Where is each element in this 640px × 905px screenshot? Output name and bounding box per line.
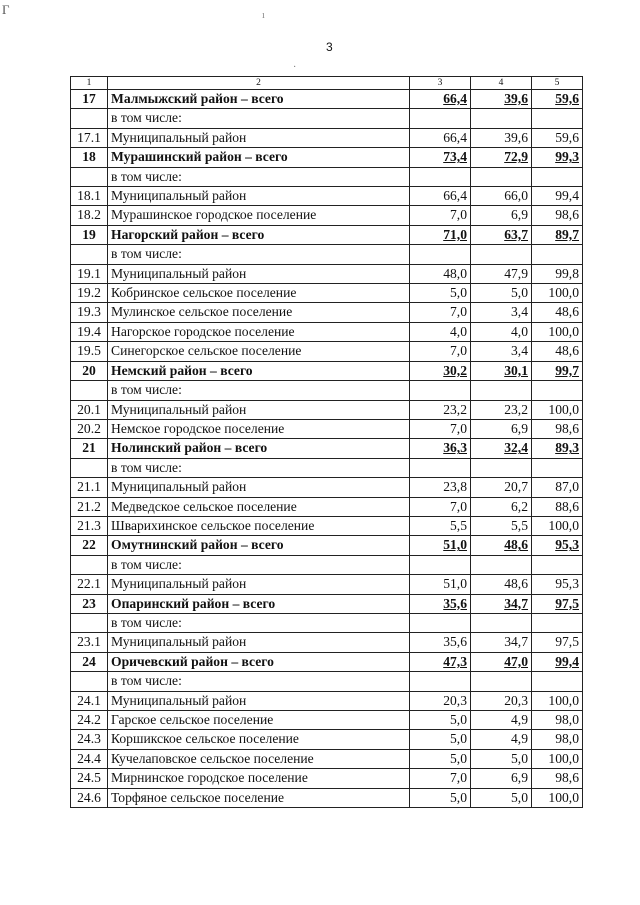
row-number-cell: 19.1 [71,264,108,283]
value-col5-cell: 100,0 [532,322,583,341]
value-col3-cell [410,381,471,400]
value-col4-cell: 47,0 [471,652,532,671]
row-number-cell: 22 [71,536,108,555]
value-col3-cell: 36,3 [410,439,471,458]
value-col4-cell: 5,5 [471,516,532,535]
district-total-row [71,536,583,555]
district-total-row [71,439,583,458]
value-col5-cell: 97,5 [532,594,583,613]
subheading-row [71,672,583,691]
subheading-row [71,613,583,632]
row-name-cell: Муниципальный район [108,633,410,652]
value-col5-cell: 99,8 [532,264,583,283]
value-col3-cell [410,458,471,477]
value-col4-cell: 6,9 [471,769,532,788]
district-total-row [71,90,583,109]
subheading-row [71,109,583,128]
value-col3-cell: 47,3 [410,652,471,671]
value-col3-cell: 73,4 [410,148,471,167]
value-col3-cell: 5,0 [410,730,471,749]
value-col5-cell: 98,6 [532,419,583,438]
value-col4-cell [471,672,532,691]
value-col5-cell [532,672,583,691]
value-col3-cell [410,245,471,264]
value-col3-cell: 66,4 [410,90,471,109]
value-col5-cell: 100,0 [532,749,583,768]
value-col3-cell: 66,4 [410,128,471,147]
value-col5-cell: 48,6 [532,303,583,322]
value-col4-cell: 5,0 [471,788,532,807]
value-col5-cell: 48,6 [532,342,583,361]
table-row [71,342,583,361]
subheading-row [71,167,583,186]
value-col4-cell: 23,2 [471,400,532,419]
row-name-cell: Муниципальный район [108,575,410,594]
row-name-cell: Медведское сельское поселение [108,497,410,516]
table-row [71,769,583,788]
row-number-cell: 18 [71,148,108,167]
row-name-cell: Нагорский район – всего [108,225,410,244]
value-col4-cell: 6,2 [471,497,532,516]
row-number-cell: 19.3 [71,303,108,322]
value-col4-cell: 3,4 [471,303,532,322]
value-col3-cell: 51,0 [410,575,471,594]
row-number-cell: 19.2 [71,284,108,303]
value-col5-cell: 99,3 [532,148,583,167]
value-col4-cell [471,613,532,632]
row-name-cell: Опаринский район – всего [108,594,410,613]
value-col3-cell [410,613,471,632]
row-number-cell: 17 [71,90,108,109]
row-name-cell: Гарское сельское поселение [108,711,410,730]
scan-artifact: Г [2,2,10,17]
table-row [71,516,583,535]
value-col5-cell: 98,0 [532,711,583,730]
value-col5-cell: 99,7 [532,361,583,380]
value-col4-cell: 32,4 [471,439,532,458]
value-col3-cell: 30,2 [410,361,471,380]
value-col4-cell: 48,6 [471,575,532,594]
district-total-row [71,148,583,167]
value-col5-cell: 98,0 [532,730,583,749]
table-row [71,497,583,516]
value-col3-cell: 7,0 [410,769,471,788]
value-col5-cell [532,458,583,477]
value-col4-cell: 66,0 [471,187,532,206]
subheading-row [71,245,583,264]
district-total-row [71,594,583,613]
value-col4-cell: 72,9 [471,148,532,167]
row-number-cell: 18.2 [71,206,108,225]
value-col4-cell: 3,4 [471,342,532,361]
value-col4-cell [471,555,532,574]
row-name-cell: Шварихинское сельское поселение [108,516,410,535]
row-number-cell: 20.1 [71,400,108,419]
value-col3-cell: 5,5 [410,516,471,535]
row-name-cell: Нагорское городское поселение [108,322,410,341]
value-col3-cell: 51,0 [410,536,471,555]
value-col4-cell: 20,3 [471,691,532,710]
value-col3-cell: 7,0 [410,419,471,438]
value-col3-cell: 5,0 [410,284,471,303]
row-number-cell: 24.1 [71,691,108,710]
value-col5-cell: 98,6 [532,206,583,225]
row-name-cell: Оричевский район – всего [108,652,410,671]
table-row [71,303,583,322]
table-body [71,77,583,808]
value-col5-cell [532,167,583,186]
value-col5-cell [532,613,583,632]
value-col4-cell: 4,9 [471,730,532,749]
row-name-cell: Синегорское сельское поселение [108,342,410,361]
subheading-row [71,555,583,574]
value-col4-cell: 39,6 [471,90,532,109]
value-col5-cell: 59,6 [532,128,583,147]
value-col5-cell [532,245,583,264]
value-col5-cell: 99,4 [532,652,583,671]
row-name-cell: Муниципальный район [108,400,410,419]
value-col5-cell: 98,6 [532,769,583,788]
table-row [71,419,583,438]
column-number-header-row [71,77,583,90]
row-name-cell: в том числе: [108,555,410,574]
value-col4-cell [471,458,532,477]
value-col3-cell: 71,0 [410,225,471,244]
table-row [71,788,583,807]
value-col4-cell: 34,7 [471,633,532,652]
value-col3-cell: 23,8 [410,478,471,497]
row-number-cell: 24.5 [71,769,108,788]
table-row [71,322,583,341]
value-col4-cell [471,245,532,264]
scan-artifact-dot: · [293,62,297,73]
row-number-cell [71,555,108,574]
row-number-cell [71,245,108,264]
row-number-cell [71,109,108,128]
value-col5-cell: 95,3 [532,575,583,594]
value-col3-cell: 5,0 [410,788,471,807]
table-row [71,206,583,225]
column-header-1: 1 [71,77,108,90]
row-name-cell: Малмыжский район – всего [108,90,410,109]
value-col5-cell: 99,4 [532,187,583,206]
subheading-row [71,381,583,400]
row-number-cell: 21.1 [71,478,108,497]
value-col5-cell [532,109,583,128]
value-col5-cell: 100,0 [532,400,583,419]
value-col3-cell: 48,0 [410,264,471,283]
table-row [71,400,583,419]
value-col4-cell: 39,6 [471,128,532,147]
value-col4-cell: 47,9 [471,264,532,283]
scan-artifact-dot: ı [262,10,265,21]
row-number-cell: 20 [71,361,108,380]
table-row [71,264,583,283]
value-col3-cell [410,555,471,574]
value-col5-cell: 95,3 [532,536,583,555]
row-name-cell: Муниципальный район [108,478,410,497]
subheading-row [71,458,583,477]
row-number-cell [71,458,108,477]
row-number-cell [71,672,108,691]
value-col4-cell [471,381,532,400]
column-header-2: 2 [108,77,410,90]
table-row [71,730,583,749]
table-row [71,187,583,206]
value-col4-cell [471,167,532,186]
page-number: 3 [326,40,333,54]
value-col4-cell: 20,7 [471,478,532,497]
value-col4-cell: 4,0 [471,322,532,341]
column-header-5: 5 [532,77,583,90]
table-row [71,128,583,147]
value-col5-cell: 100,0 [532,284,583,303]
row-number-cell: 24.4 [71,749,108,768]
row-name-cell: Мулинское сельское поселение [108,303,410,322]
value-col3-cell: 7,0 [410,206,471,225]
value-col4-cell: 34,7 [471,594,532,613]
value-col3-cell: 5,0 [410,711,471,730]
row-name-cell: Муниципальный район [108,187,410,206]
row-number-cell [71,381,108,400]
district-total-row [71,225,583,244]
row-name-cell: Муниципальный район [108,264,410,283]
column-header-4: 4 [471,77,532,90]
value-col5-cell: 97,5 [532,633,583,652]
row-name-cell: Нолинский район – всего [108,439,410,458]
value-col4-cell: 4,9 [471,711,532,730]
row-name-cell: Немский район – всего [108,361,410,380]
row-name-cell: Муниципальный район [108,128,410,147]
value-col5-cell: 89,7 [532,225,583,244]
row-number-cell: 24.3 [71,730,108,749]
row-number-cell: 24.2 [71,711,108,730]
row-name-cell: Кобринское сельское поселение [108,284,410,303]
value-col3-cell [410,167,471,186]
value-col4-cell: 6,9 [471,419,532,438]
row-number-cell: 24.6 [71,788,108,807]
value-col3-cell: 23,2 [410,400,471,419]
row-name-cell: Омутнинский район – всего [108,536,410,555]
value-col3-cell: 66,4 [410,187,471,206]
row-name-cell: в том числе: [108,381,410,400]
value-col4-cell: 30,1 [471,361,532,380]
value-col4-cell: 5,0 [471,749,532,768]
row-number-cell: 21.3 [71,516,108,535]
value-col3-cell: 35,6 [410,633,471,652]
value-col5-cell: 100,0 [532,691,583,710]
row-number-cell: 17.1 [71,128,108,147]
table-row [71,711,583,730]
table-row [71,478,583,497]
value-col5-cell: 89,3 [532,439,583,458]
row-number-cell: 23.1 [71,633,108,652]
value-col3-cell: 7,0 [410,303,471,322]
value-col3-cell: 35,6 [410,594,471,613]
row-name-cell: Немское городское поселение [108,419,410,438]
table-row [71,749,583,768]
table-row [71,691,583,710]
row-name-cell: Муниципальный район [108,691,410,710]
row-number-cell: 19 [71,225,108,244]
row-name-cell: Мурашинский район – всего [108,148,410,167]
table-row [71,284,583,303]
row-name-cell: Торфяное сельское поселение [108,788,410,807]
value-col3-cell: 7,0 [410,342,471,361]
row-name-cell: в том числе: [108,672,410,691]
row-name-cell: Мирнинское городское поселение [108,769,410,788]
row-number-cell: 21.2 [71,497,108,516]
value-col3-cell: 20,3 [410,691,471,710]
row-number-cell: 18.1 [71,187,108,206]
row-number-cell: 19.4 [71,322,108,341]
value-col3-cell [410,672,471,691]
value-col4-cell: 5,0 [471,284,532,303]
value-col3-cell [410,109,471,128]
row-number-cell [71,613,108,632]
row-name-cell: в том числе: [108,245,410,264]
column-header-3: 3 [410,77,471,90]
row-number-cell: 22.1 [71,575,108,594]
value-col5-cell: 59,6 [532,90,583,109]
row-name-cell: в том числе: [108,167,410,186]
row-number-cell: 19.5 [71,342,108,361]
row-name-cell: Коршикское сельское поселение [108,730,410,749]
row-number-cell: 24 [71,652,108,671]
row-number-cell: 21 [71,439,108,458]
district-total-row [71,361,583,380]
value-col4-cell [471,109,532,128]
value-col5-cell: 88,6 [532,497,583,516]
value-col3-cell: 5,0 [410,749,471,768]
value-col3-cell: 4,0 [410,322,471,341]
value-col4-cell: 6,9 [471,206,532,225]
value-col3-cell: 7,0 [410,497,471,516]
row-name-cell: Кучелаповское сельское поселение [108,749,410,768]
value-col5-cell: 87,0 [532,478,583,497]
budget-table [70,76,583,808]
table-row [71,575,583,594]
value-col5-cell [532,381,583,400]
row-name-cell: в том числе: [108,458,410,477]
row-number-cell [71,167,108,186]
row-name-cell: в том числе: [108,613,410,632]
row-name-cell: Мурашинское городское поселение [108,206,410,225]
value-col5-cell [532,555,583,574]
row-name-cell: в том числе: [108,109,410,128]
row-number-cell: 23 [71,594,108,613]
district-total-row [71,652,583,671]
table-row [71,633,583,652]
row-number-cell: 20.2 [71,419,108,438]
value-col4-cell: 63,7 [471,225,532,244]
value-col4-cell: 48,6 [471,536,532,555]
value-col5-cell: 100,0 [532,788,583,807]
value-col5-cell: 100,0 [532,516,583,535]
